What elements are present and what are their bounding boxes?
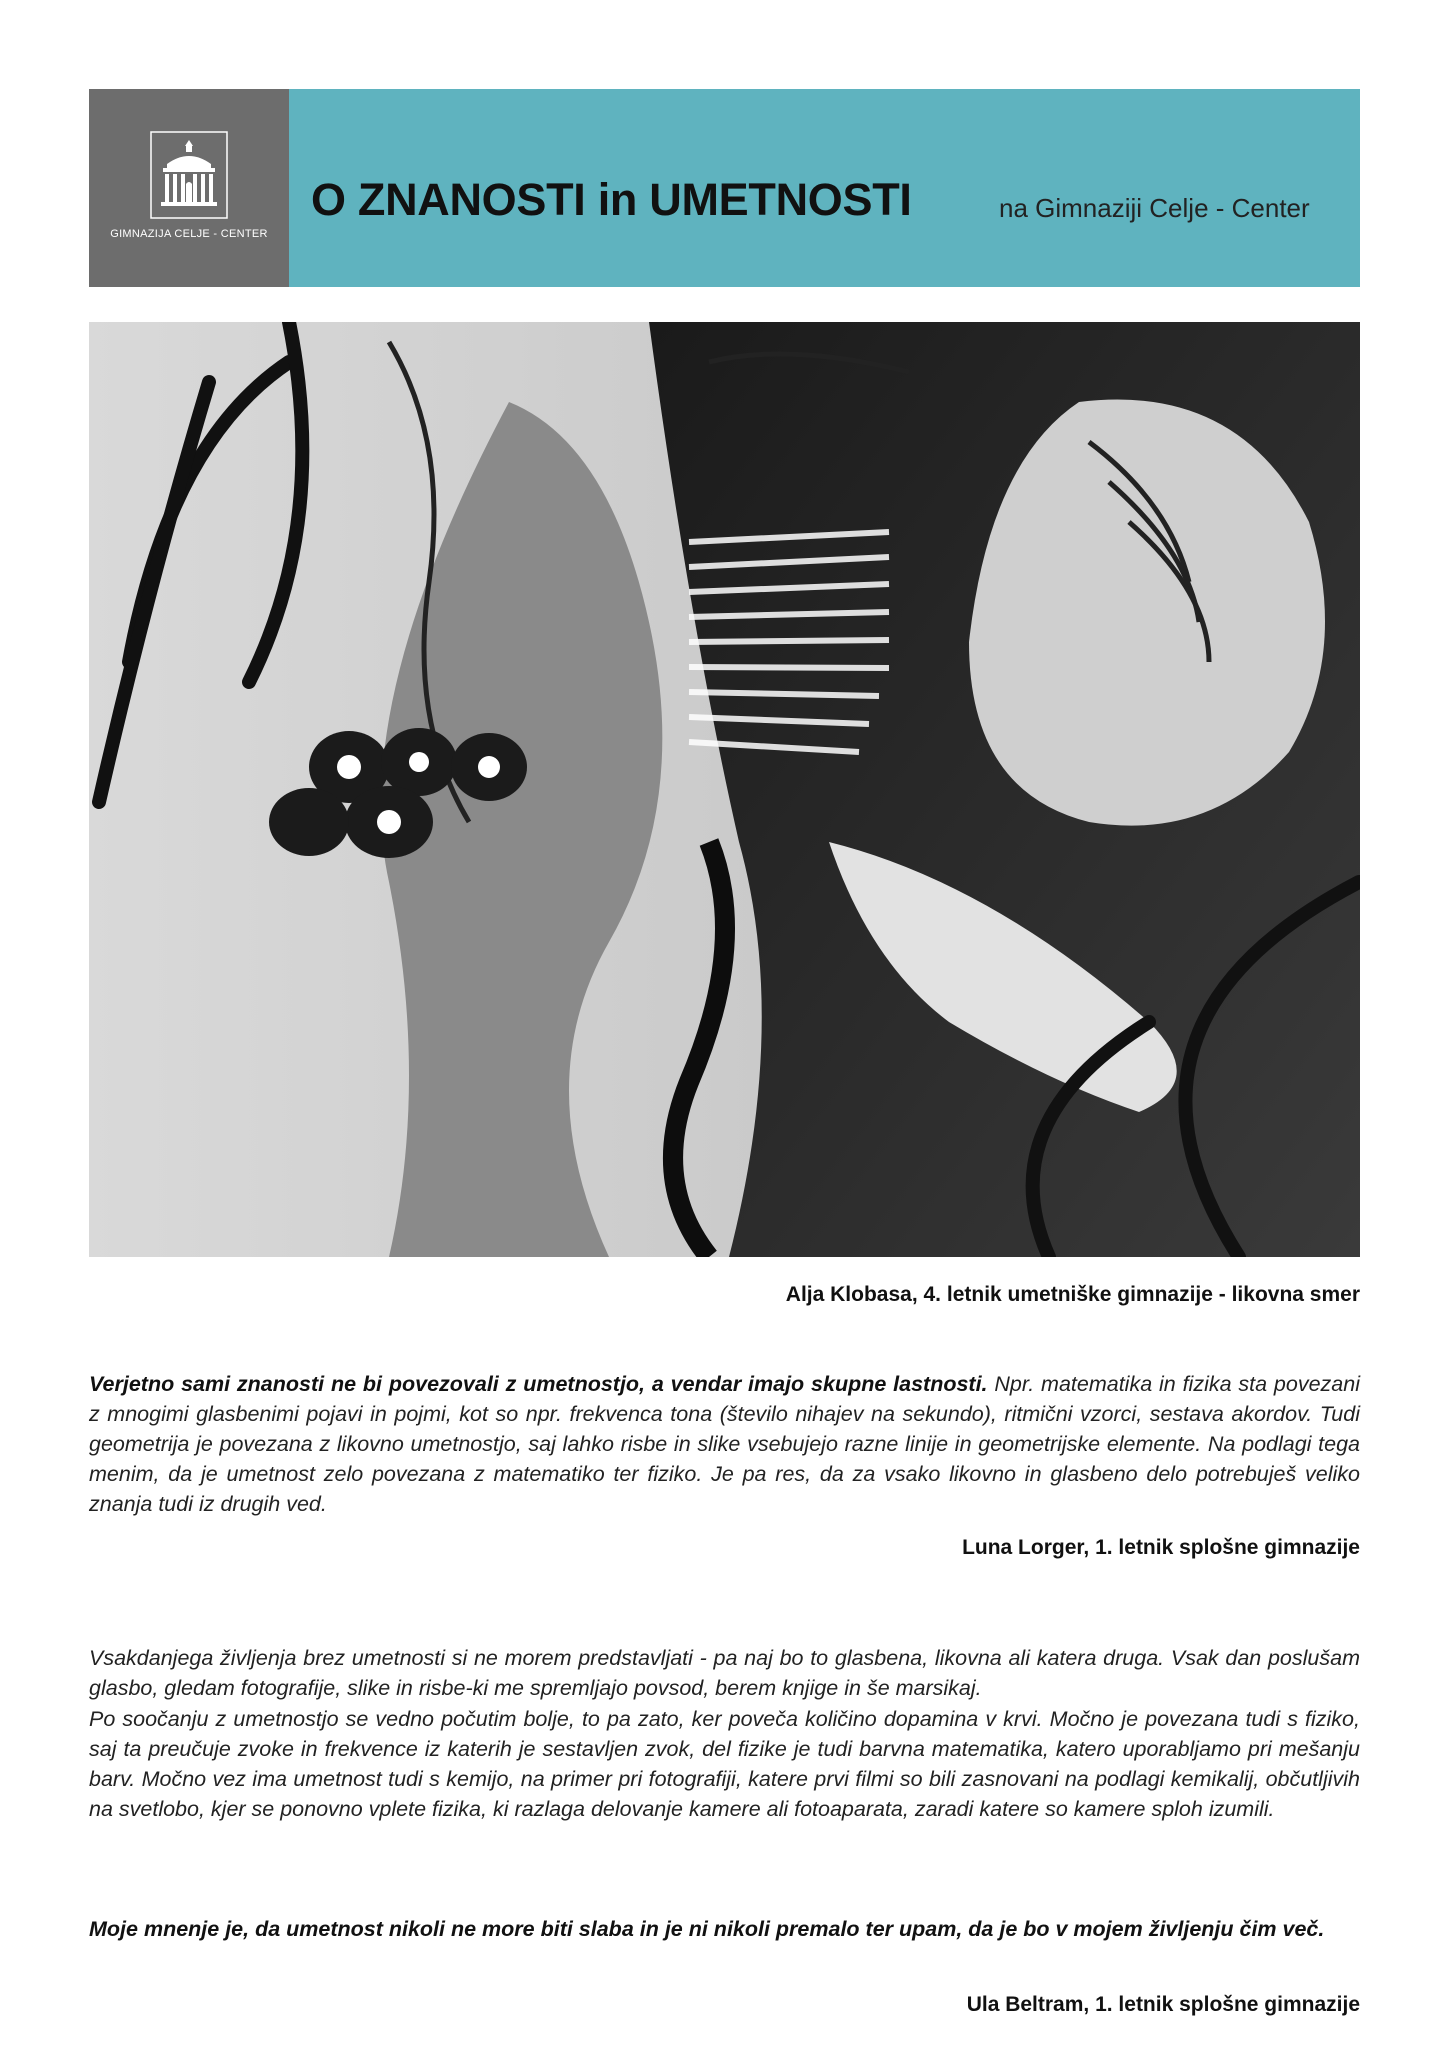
ink-drawing	[89, 322, 1360, 1257]
essay-author-2: Ula Beltram, 1. letnik splošne gimnazije	[966, 1993, 1360, 2016]
page-subtitle: na Gimnaziji Celje - Center	[999, 193, 1310, 223]
building-icon	[149, 130, 229, 220]
title-band	[289, 89, 1360, 287]
artwork-image	[89, 322, 1360, 1257]
essay-paragraph-2a: Vsakdanjega življenja brez umetnosti si ne morem predstavljati - pa naj bo to glasbena, likovna ali katera druga. Vsak dan poslušam glasbo, gledam fotografije, slike in risbe-ki me spremljajo povsod, berem knjige in še marsikaj.	[89, 1646, 1360, 1700]
essay-conclusion: Moje mnenje je, da umetnost nikoli ne more biti slaba in je ni nikoli premalo ter upam, da je bo v mojem življenju čim več.	[89, 1917, 1325, 1941]
artwork-caption: Alja Klobasa, 4. letnik umetniške gimnazije - likovna smer	[785, 1283, 1360, 1306]
essay-author-1: Luna Lorger, 1. letnik splošne gimnazije	[962, 1536, 1360, 1559]
page-header	[89, 89, 1360, 287]
school-logo	[89, 89, 289, 287]
essay-body: Npr. matematika in fizika sta povezani z mnogimi glasbenimi pojavi in pojmi, kot so npr. frekvenca tona (število nihajev na sekundo), ritmični vzorci, sestava akordov. Tudi geometrija je povezana z likovno umetnostjo, saj lahko risbe in slike vsebujejo razne linije in geometrijske elemente. Na podlagi tega menim, da je umetnost zelo povezana z matematiko ter fiziko. Je pa res, da za vsako likovno in glasbeno delo potrebuješ veliko znanja tudi iz drugih ved.	[89, 1372, 1360, 1516]
essay-paragraph-1	[89, 1369, 1360, 1519]
essay-paragraph-2b: Po soočanju z umetnostjo se vedno počutim bolje, to pa zato, ker poveča količino dopamina v krvi. Močno je povezana tudi s fiziko, saj ta preučuje zvoke in frekvence iz katerih je sestavljen zvok, del fizike je tudi barvna matematika, katero uporabljamo pri mešanju barv. Močno vez ima umetnost tudi s kemijo, na primer pri fotografiji, katere prvi filmi so bili zasnovani na podlagi kemikalij, občutljivih na svetlobo, kjer se ponovno vplete fizika, ki razlaga delovanje kamere ali fotoaparata, zaradi katere so kamere sploh izumili.	[89, 1707, 1360, 1821]
logo-label: GIMNAZIJA CELJE - CENTER	[110, 228, 268, 240]
page-title: O ZNANOSTI in UMETNOSTI	[311, 174, 912, 225]
essay-lead: Verjetno sami znanosti ne bi povezovali z umetnostjo, a vendar imajo skupne lastnosti.	[89, 1372, 988, 1396]
